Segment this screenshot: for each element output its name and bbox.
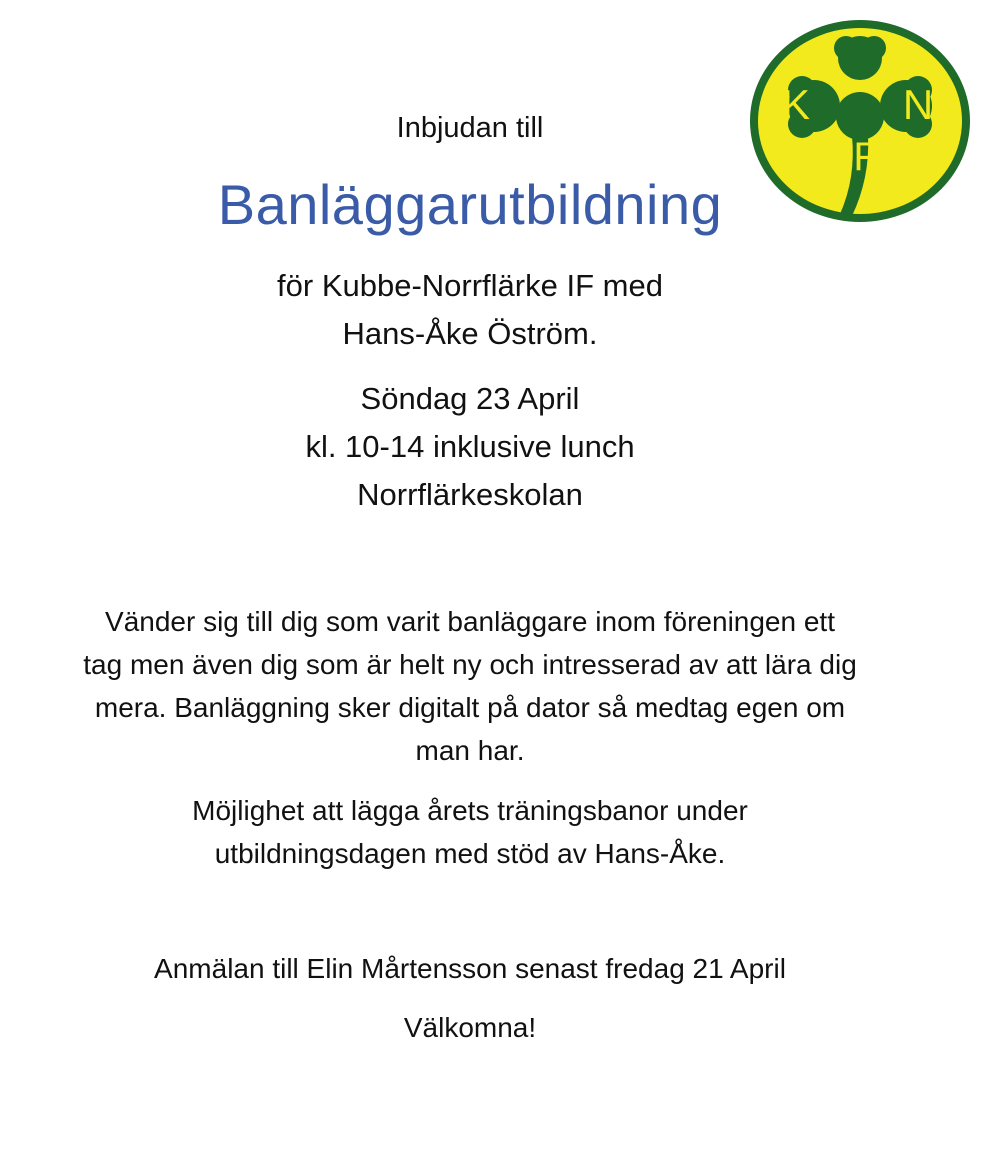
- closing-text: Välkomna!: [403, 1012, 537, 1043]
- signup-text: Anmälan till Elin Mårtensson senast fredag 21 April: [154, 953, 786, 984]
- opportunity-line: utbildningsdagen med stöd av Hans-Åke.: [214, 838, 726, 869]
- intro-text: Inbjudan till: [396, 112, 544, 144]
- description-line: man har.: [415, 735, 525, 766]
- opportunity-line: Möjlighet att lägga årets träningsbanor under: [192, 795, 748, 826]
- club-logo: [748, 18, 972, 224]
- opportunity-paragraph: [30, 789, 910, 875]
- subtitle-line-1: för Kubbe-Norrflärke IF med: [277, 268, 663, 303]
- event-date: Söndag 23 April: [360, 381, 580, 416]
- description-line: mera. Banläggning sker digitalt på dator så medtag egen om: [94, 692, 846, 723]
- logo-year-right: 36: [899, 142, 929, 172]
- subtitle-line-2: Hans-Åke Öström.: [342, 316, 598, 351]
- event-location: Norrflärkeskolan: [357, 477, 583, 512]
- logo-year-left: 19: [791, 142, 821, 172]
- logo-letters-if: IF: [842, 135, 878, 179]
- description-line: Vänder sig till dig som varit banläggare inom föreningen ett: [105, 606, 835, 637]
- description-paragraph: [30, 600, 910, 772]
- event-time: kl. 10-14 inklusive lunch: [305, 429, 635, 464]
- event-title: Banläggarutbildning: [217, 173, 723, 236]
- logo-letter-n: N: [902, 81, 934, 128]
- description-line: tag men även dig som är helt ny och intresserad av att lära dig: [83, 649, 857, 680]
- logo-letter-k: K: [781, 81, 811, 128]
